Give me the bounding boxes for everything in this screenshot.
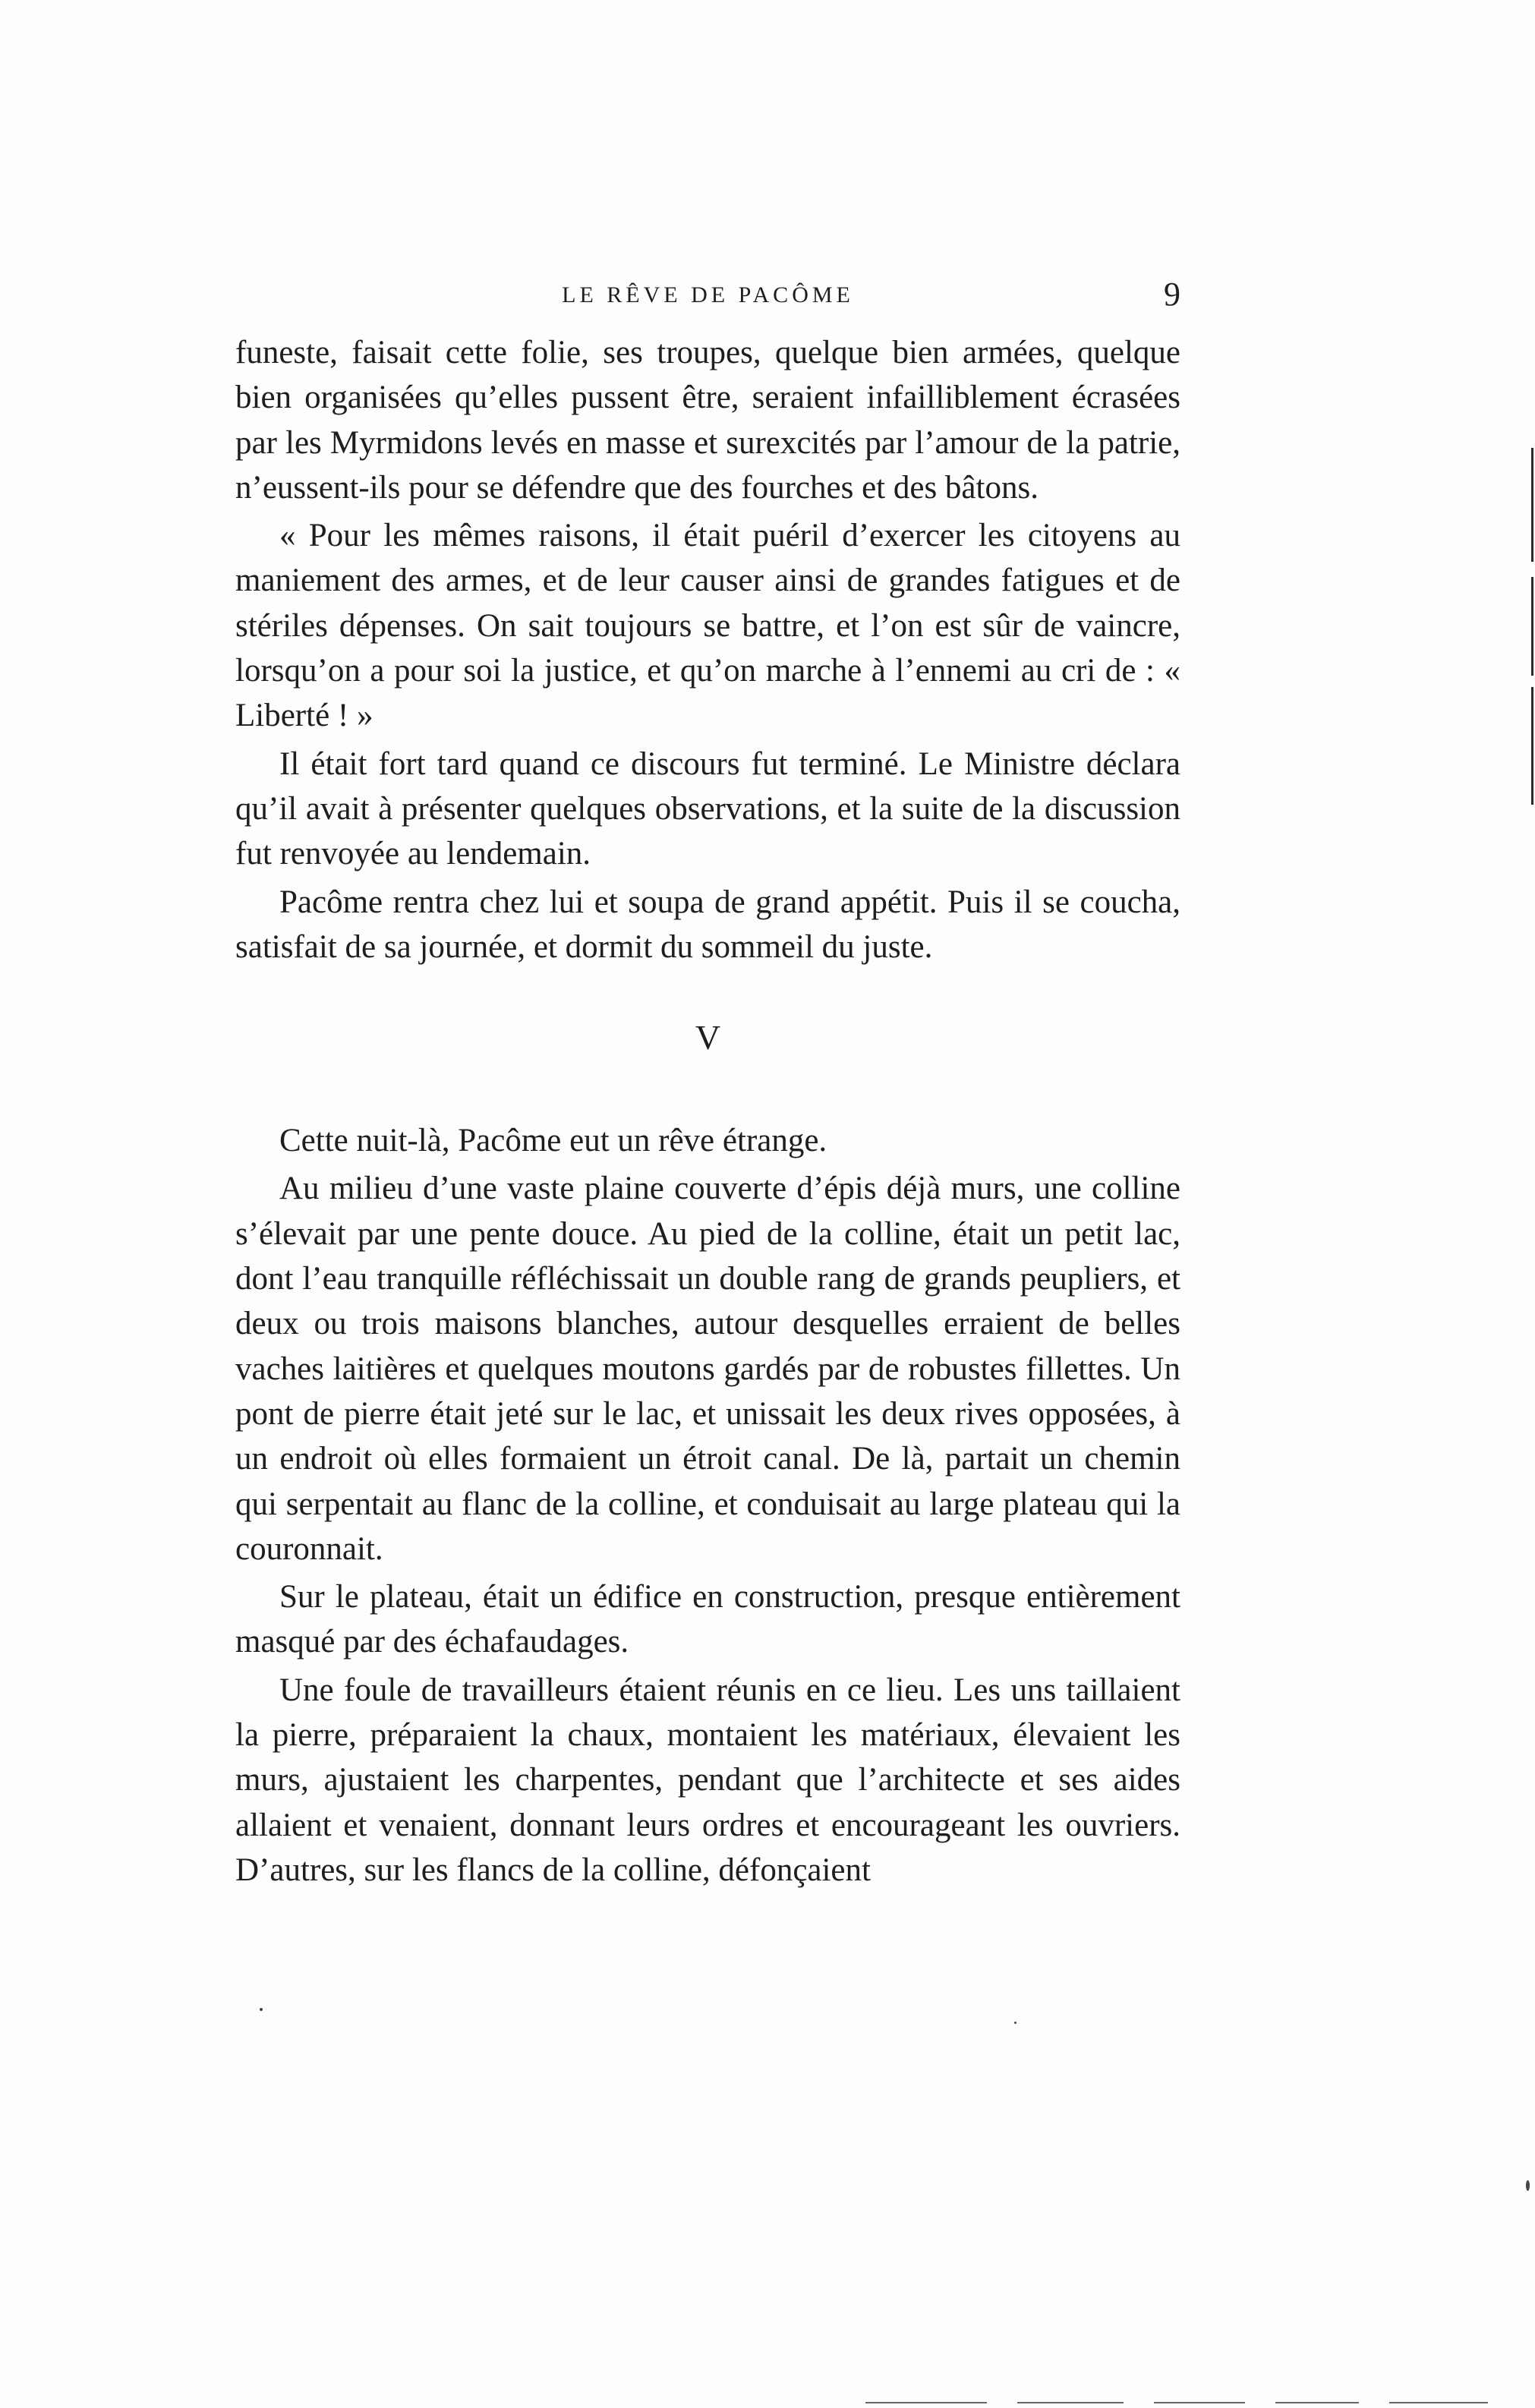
paragraph: Une foule de travailleurs étaient réunis en ce lieu. Les uns taillaient la pierre, préparaient la chaux, montaient les matériaux, élevaient les murs, ajustaient les charpentes, pendant que l’architecte et ses aides allaient et venaient, donnant leurs ordres et encourageant les ouvriers. D’autres, sur les flancs de la colline, défonçaient <box>235 1672 1180 1888</box>
scan-edge-mark <box>1531 577 1533 676</box>
section-heading: V <box>695 1018 721 1057</box>
running-title: LE RÊVE DE PACÔME <box>562 282 854 307</box>
paragraph: funeste, faisait cette folie, ses troupes, quelque bien armées, quelque bien organisées qu’elles pussent être, seraient infailliblement écrasées par les Myrmidons levés en masse et surexcités par l’amour de la patrie, n’eussent-ils pour se défendre que des fourches et des bâtons. <box>235 335 1180 506</box>
scan-speck <box>1014 2022 1017 2024</box>
scan-speck <box>260 2008 263 2011</box>
page-number: 9 <box>1164 276 1180 313</box>
paragraph: Pacôme rentra chez lui et soupa de grand appétit. Puis il se coucha, satisfait de sa journée, et dormit du sommeil du juste. <box>235 884 1180 965</box>
scan-bottom-edge <box>865 2400 1535 2405</box>
scan-speck <box>1526 2180 1530 2191</box>
paragraph: « Pour les mêmes raisons, il était puéril d’exercer les citoyens au maniement des armes, et de leur causer ainsi de grandes fatigues et de stériles dépenses. On sait toujours se battre, et l’on est sûr de vaincre, lorsqu’on a pour soi la justice, et qu’on marche à l’ennemi au cri de : « Liberté ! » <box>235 518 1180 734</box>
paragraph: Il était fort tard quand ce discours fut terminé. Le Ministre déclara qu’il avait à présenter quelques observations, et la suite de la discussion fut renvoyée au lendemain. <box>235 745 1180 872</box>
paragraph: Cette nuit-là, Pacôme eut un rêve étrange. <box>279 1123 827 1159</box>
page-header <box>235 275 1180 320</box>
text-body <box>235 330 1180 1893</box>
paragraph: Au milieu d’une vaste plaine couverte d’épis déjà murs, une colline s’élevait par une pente douce. Au pied de la colline, était un petit lac, dont l’eau tranquille réfléchissait un double rang de grands peupliers, et deux ou trois maisons blanches, autour desquelles erraient de belles vaches laitières et quelques moutons gardés par de robustes fillettes. Un pont de pierre était jeté sur le lac, et unissait les deux rives opposées, à un endroit où elles formaient un étroit canal. De là, partait un chemin qui serpentait au flanc de la colline, et conduisait au large plateau qui la couronnait. <box>235 1171 1180 1567</box>
paragraph: Sur le plateau, était un édifice en construction, presque entièrement masqué par des échafaudages. <box>235 1579 1180 1660</box>
scan-edge-mark <box>1531 687 1533 805</box>
scan-edge-mark <box>1531 448 1533 562</box>
